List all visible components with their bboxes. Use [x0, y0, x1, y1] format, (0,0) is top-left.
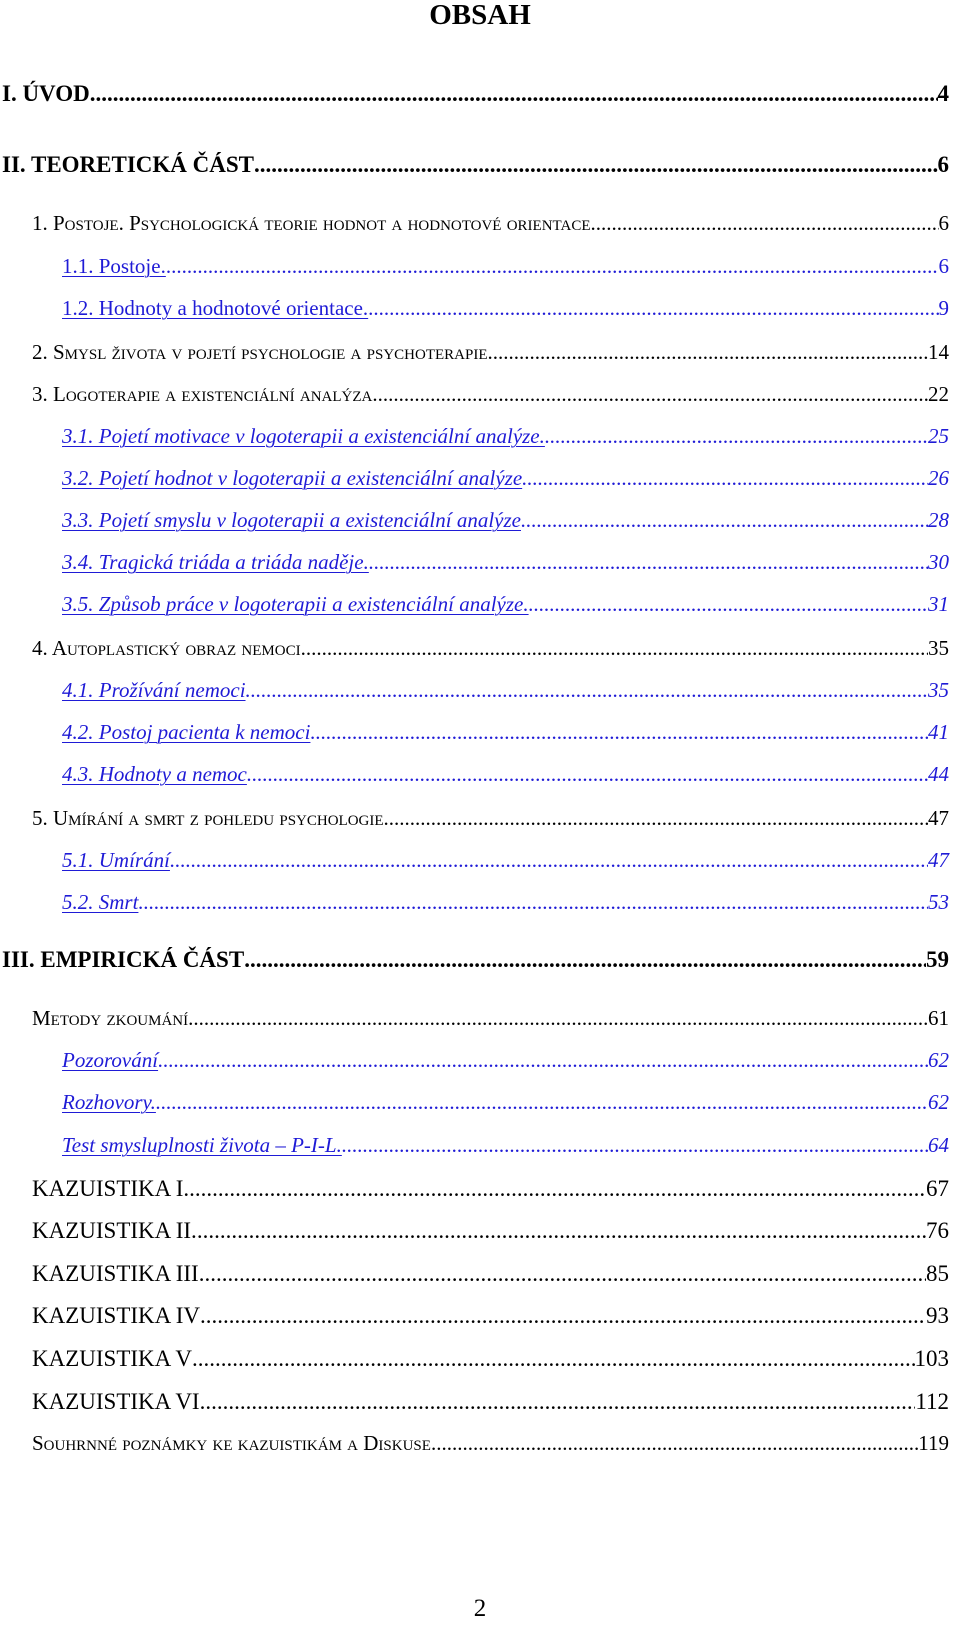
- toc-entry[interactable]: [62, 1092, 949, 1113]
- toc-entry-title: KAZUISTIKA II.: [32, 1218, 197, 1243]
- toc-entry-title: 3.3. Pojetí smyslu v logoterapii a existenciální analýze: [62, 508, 521, 532]
- toc-entry[interactable]: [32, 342, 949, 363]
- toc-entry[interactable]: [32, 213, 949, 234]
- dot-leader: [431, 1433, 918, 1454]
- toc-entry[interactable]: [62, 892, 949, 913]
- dot-leader: [521, 510, 928, 531]
- toc-entry-title: 5.1. Umírání: [62, 848, 170, 872]
- toc-entry-page: 22: [928, 382, 949, 406]
- toc-entry[interactable]: [62, 510, 949, 531]
- toc-entry[interactable]: [62, 594, 949, 615]
- toc-entry-page: 103: [914, 1346, 949, 1371]
- toc-entry-title: 3. Logoterapie a existenciální analýza: [32, 382, 373, 406]
- toc-entry-page: 6: [938, 254, 949, 278]
- dot-leader: [368, 298, 938, 319]
- toc-entry[interactable]: [2, 82, 949, 105]
- toc-entry[interactable]: [62, 468, 949, 489]
- toc-entry-title: Rozhovory.: [62, 1090, 156, 1114]
- toc-entry-title: 4.2. Postoj pacienta k nemoci: [62, 720, 311, 744]
- toc-entry-page: 6: [938, 211, 949, 235]
- toc-entry-title: III. EMPIRICKÁ ČÁST: [2, 947, 245, 972]
- toc-entry[interactable]: [62, 764, 949, 785]
- toc-entry-page: 41: [928, 720, 949, 744]
- toc-entry-page: 35: [928, 636, 949, 660]
- toc-entry[interactable]: [32, 638, 949, 659]
- toc-entry-page: 14: [928, 340, 949, 364]
- toc-entry-page: 4: [937, 81, 949, 106]
- toc-entry-page: 59: [926, 947, 949, 972]
- dot-leader: [488, 342, 929, 363]
- toc-title: OBSAH: [429, 0, 531, 31]
- dot-leader: [310, 722, 928, 743]
- toc-entry-page: 67: [926, 1176, 949, 1201]
- dot-leader: [90, 82, 938, 105]
- toc-entry-title: 5. Umírání a smrt z pohledu psychologie: [32, 806, 384, 830]
- dot-leader: [247, 764, 928, 785]
- toc-entry-page: 93: [926, 1303, 949, 1328]
- toc-entry[interactable]: [32, 808, 949, 829]
- toc-entry[interactable]: [62, 722, 949, 743]
- toc-entry[interactable]: [62, 1050, 949, 1071]
- toc-entry-title: KAZUISTIKA V: [32, 1346, 192, 1371]
- toc-entry-page: 47: [928, 806, 949, 830]
- toc-entry-title: Test smysluplnosti života – P-I-L.: [62, 1133, 342, 1157]
- toc-entry[interactable]: [32, 1219, 949, 1242]
- toc-entry-title: KAZUISTIKA I: [32, 1176, 184, 1201]
- page-number: 2: [473, 1595, 487, 1622]
- toc-entry-title: 3.5. Způsob práce v logoterapii a existenciální analýze.: [62, 592, 529, 616]
- dot-leader: [199, 1262, 926, 1285]
- toc-entry-title: 3.4. Tragická triáda a triáda naděje.: [62, 550, 369, 574]
- toc-entry[interactable]: [32, 1304, 949, 1327]
- toc-entry-page: 76: [926, 1218, 949, 1243]
- toc-entry-page: 85: [926, 1261, 949, 1286]
- toc-entry[interactable]: [62, 552, 949, 573]
- toc-entry[interactable]: [62, 850, 949, 871]
- toc-entry-page: 35: [928, 678, 949, 702]
- toc-entry[interactable]: [2, 153, 949, 176]
- toc-entry-page: 28: [928, 508, 949, 532]
- toc-entry-title: 3.1. Pojetí motivace v logoterapii a existenciální analýze.: [62, 424, 545, 448]
- toc-entry-page: 62: [928, 1090, 949, 1114]
- toc-entry[interactable]: [32, 1262, 949, 1285]
- toc-entry-page: 6: [937, 152, 949, 177]
- dot-leader: [138, 892, 928, 913]
- toc-entry[interactable]: [32, 1347, 949, 1370]
- dot-leader: [183, 1177, 926, 1200]
- toc-entry-page: 30: [928, 550, 949, 574]
- toc-entry-title: 4. Autoplastický obraz nemoci: [32, 636, 301, 660]
- toc-entry-title: KAZUISTIKA IV: [32, 1303, 201, 1328]
- dot-leader: [246, 680, 928, 701]
- toc-entry-page: 112: [915, 1389, 949, 1414]
- dot-leader: [244, 948, 926, 971]
- toc-entry[interactable]: [62, 426, 949, 447]
- dot-leader: [301, 638, 928, 659]
- dot-leader: [254, 153, 937, 176]
- toc-entry-title: KAZUISTIKA VI: [32, 1389, 200, 1414]
- toc-entry-page: 53: [928, 890, 949, 914]
- dot-leader: [384, 808, 928, 829]
- dot-leader: [342, 1135, 928, 1156]
- toc-entry-page: 31: [928, 592, 949, 616]
- toc-entry-title: I. ÚVOD: [2, 81, 90, 106]
- toc-entry-page: 25: [928, 424, 949, 448]
- toc-entry[interactable]: [32, 384, 949, 405]
- toc-entry[interactable]: [32, 1390, 949, 1413]
- dot-leader: [522, 468, 928, 489]
- toc-entry-page: 62: [928, 1048, 949, 1072]
- dot-leader: [156, 1092, 928, 1113]
- toc-entry[interactable]: [62, 298, 949, 319]
- toc-entry-title: Pozorování: [62, 1048, 159, 1072]
- dot-leader: [188, 1008, 928, 1029]
- toc-entry-page: 61: [928, 1006, 949, 1030]
- toc-entry-page: 64: [928, 1133, 949, 1157]
- dot-leader: [591, 213, 939, 234]
- toc-entry-title: II. TEORETICKÁ ČÁST: [2, 152, 255, 177]
- toc-entry[interactable]: [32, 1008, 949, 1029]
- toc-entry-page: 26: [928, 466, 949, 490]
- toc-entry[interactable]: [62, 1135, 949, 1156]
- toc-entry-title: 2. Smysl života v pojetí psychologie a psychoterapie: [32, 340, 488, 364]
- toc-entry-title: KAZUISTIKA III: [32, 1261, 199, 1286]
- toc-entry-title: Souhrnné poznámky ke kazuistikám a Diskuse: [32, 1431, 431, 1455]
- toc-entry-title: 1.1. Postoje.: [62, 254, 166, 278]
- dot-leader: [166, 256, 939, 277]
- toc-entry-page: 44: [928, 762, 949, 786]
- dot-leader: [372, 384, 928, 405]
- toc-entry-title: Metody zkoumání: [32, 1006, 189, 1030]
- toc-entry-title: 4.1. Prožívání nemoci: [62, 678, 246, 702]
- toc-entry-title: 5.2. Smrt: [62, 890, 139, 914]
- dot-leader: [158, 1050, 928, 1071]
- toc-entry[interactable]: [32, 1177, 949, 1200]
- toc-entry-page: 119: [918, 1431, 949, 1455]
- dot-leader: [197, 1219, 926, 1242]
- dot-leader: [192, 1347, 915, 1370]
- dot-leader: [200, 1390, 916, 1413]
- dot-leader: [369, 552, 928, 573]
- toc-entry-title: 4.3. Hodnoty a nemoc: [62, 762, 247, 786]
- dot-leader: [545, 426, 928, 447]
- toc-entry-title: 1. Postoje. Psychologická teorie hodnot a hodnotové orientace: [32, 211, 591, 235]
- toc-entry[interactable]: [62, 256, 949, 277]
- toc-entry[interactable]: [2, 948, 949, 971]
- toc-entry[interactable]: [32, 1433, 949, 1454]
- toc-entry-page: 47: [928, 848, 949, 872]
- toc-entry[interactable]: [62, 680, 949, 701]
- dot-leader: [529, 594, 928, 615]
- dot-leader: [200, 1304, 926, 1327]
- toc-entry-page: 9: [938, 296, 949, 320]
- toc-entry-title: 3.2. Pojetí hodnot v logoterapii a existenciální analýze: [62, 466, 523, 490]
- dot-leader: [170, 850, 928, 871]
- toc-entry-title: 1.2. Hodnoty a hodnotové orientace.: [62, 296, 369, 320]
